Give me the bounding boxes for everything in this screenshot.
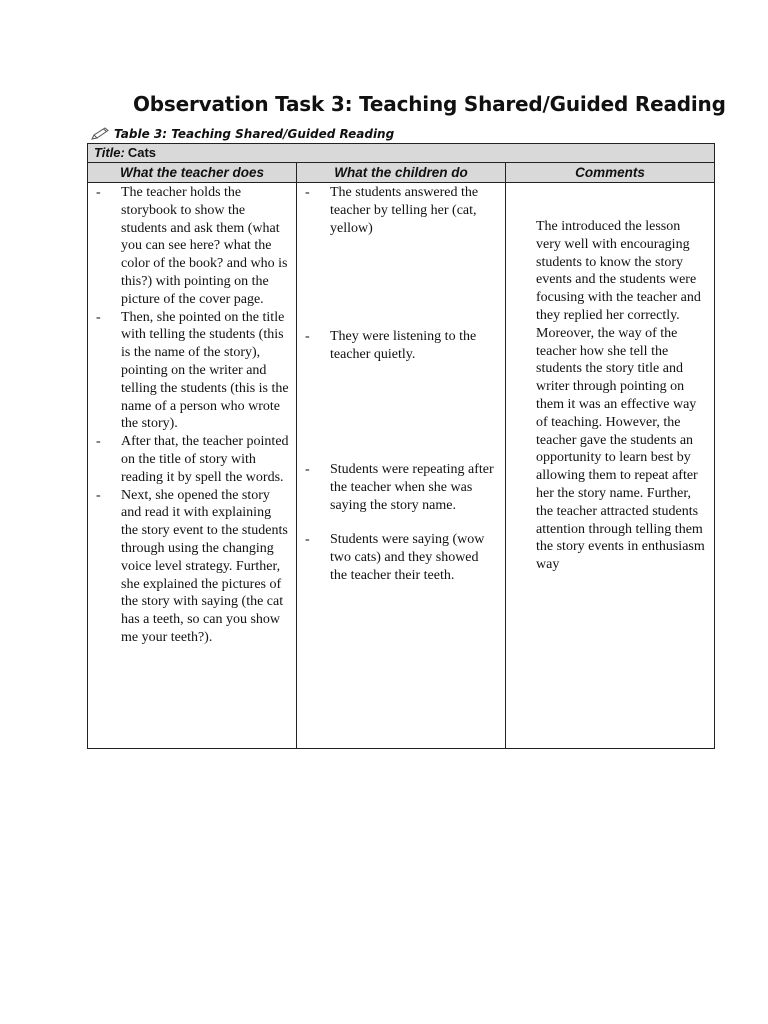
table-header-row bbox=[88, 163, 715, 183]
header-teacher: What the teacher does bbox=[88, 163, 297, 183]
table-title-cell bbox=[88, 144, 715, 163]
pencil-icon bbox=[90, 127, 110, 141]
children-item: - Students were saying (wow two cats) and they showed the teacher their teeth. bbox=[305, 532, 485, 583]
teacher-item: - After that, the teacher pointed on the title of story with reading it by spell the words. bbox=[96, 434, 289, 485]
teacher-item: - Then, she pointed on the title with telling the students (this is the name of the story), pointing on the writer and telling the students (this is the name of a person who wrote the story). bbox=[96, 309, 289, 432]
observation-table bbox=[87, 143, 715, 749]
children-column-cell bbox=[297, 183, 506, 749]
table-body-row bbox=[88, 183, 715, 749]
comments-column-cell bbox=[506, 183, 715, 749]
title-value: Cats bbox=[127, 145, 157, 160]
children-item: - The students answered the teacher by telling her (cat, yellow) bbox=[305, 185, 479, 236]
page-title: Observation Task 3: Teaching Shared/Guided Reading bbox=[133, 92, 726, 116]
children-item: - They were listening to the teacher quietly. bbox=[305, 329, 477, 362]
header-children: What the children do bbox=[297, 163, 506, 183]
caption-text: Table 3: Teaching Shared/Guided Reading bbox=[114, 127, 395, 141]
title-label: Title: bbox=[94, 145, 125, 160]
table-title-row bbox=[88, 144, 715, 163]
comment-text: The introduced the lesson very well with encouraging students to know the story events and the students were focusing with the teacher and they replied her correctly. Moreover, the way of the teacher how she tell the students the story title and writer through pointing on them it was an effective way of teaching. However, the teacher gave the students an opportunity to learn best by allowing them to repeat after her the story name. Further, the teacher attracted students attention through telling them the story events in enthusiasm way bbox=[536, 219, 705, 573]
table-caption bbox=[90, 125, 394, 143]
teacher-item: - Next, she opened the story and read it with explaining the story event to the students through using the changing voice level strategy. Further, she explained the pictures of the story with saying (the cat has a teeth, so can you show me your teeth?). bbox=[96, 487, 288, 645]
teacher-item: - The teacher holds the storybook to show the students and ask them (what you can see here? what the color of the book? and who is this?) with pointing on the picture of the cover page. bbox=[96, 185, 288, 307]
teacher-column-cell bbox=[88, 183, 297, 749]
header-comments: Comments bbox=[506, 163, 715, 183]
children-item: - Students were repeating after the teacher when she was saying the story name. bbox=[305, 462, 494, 513]
